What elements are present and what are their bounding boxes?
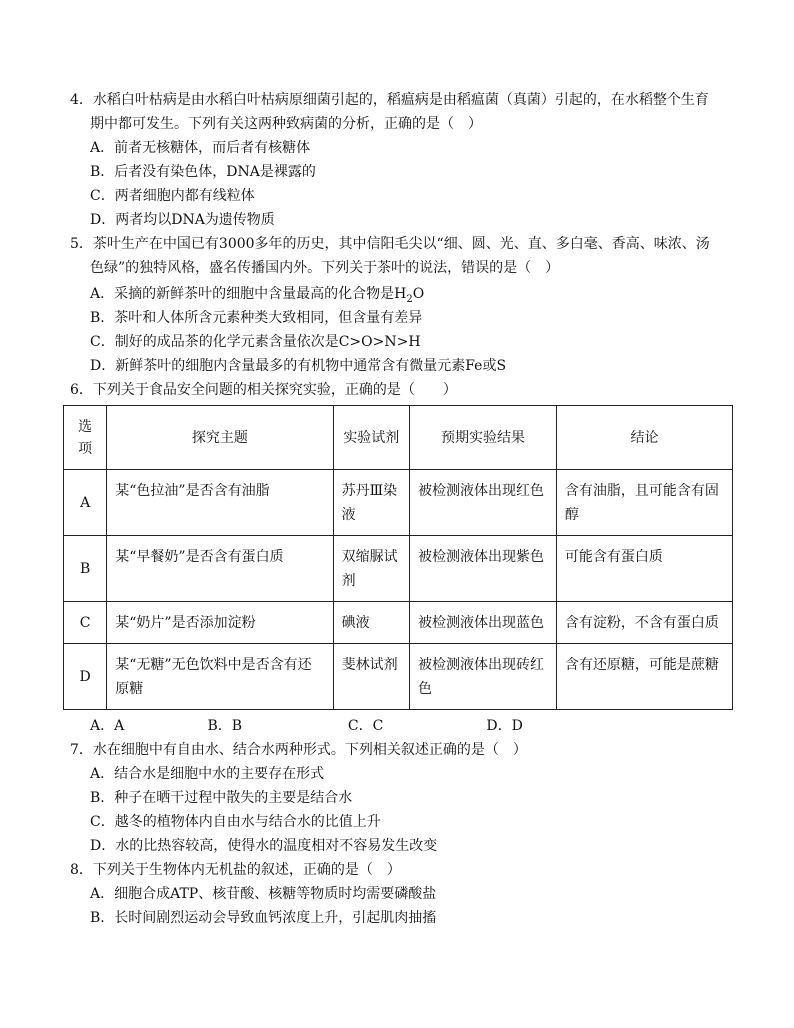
table-row (64, 470, 733, 536)
row-d-option: D (64, 644, 107, 710)
row-c-topic: 某“奶片”是否添加淀粉 (107, 602, 333, 644)
q5-option-a-text: A．采摘的新鲜茶叶的细胞中含量最高的化合物是H (90, 286, 407, 302)
q7-stem: 7．水在细胞中有自由水、结合水两种形式。下列相关叙述正确的是（ ） (70, 742, 527, 758)
table-row (64, 644, 733, 710)
q7-option-b: B．种子在晒干过程中散失的主要是结合水 (90, 790, 353, 806)
q8-option-b: B．长时间剧烈运动会导致血钙浓度上升，引起肌肉抽搐 (90, 910, 437, 926)
q6-choice-d: D．D (486, 718, 523, 734)
row-c-option: C (64, 602, 107, 644)
q7-option-a: A．结合水是细胞中水的主要存在形式 (90, 766, 325, 782)
q6-choice-a: A．A (90, 718, 125, 734)
q8-stem: 8．下列关于生物体内无机盐的叙述，正确的是（ ） (70, 862, 401, 878)
q7-option-c: C．越冬的植物体内自由水与结合水的比值上升 (90, 814, 381, 830)
q6-choice-c: C．C (347, 718, 384, 734)
table-row (64, 602, 733, 644)
q6-stem: 6．下列关于食品安全问题的相关探究实验，正确的是（ ） (70, 382, 457, 398)
q7-option-d: D．水的比热容较高，使得水的温度相对不容易发生改变 (90, 838, 438, 854)
row-b-reagent: 双缩脲试剂 (333, 536, 409, 602)
q4-stem-line1: 4．水稻白叶枯病是由水稻白叶枯病原细菌引起的，稻瘟病是由稻瘟菌（真菌）引起的，在水稻整个生育 (70, 92, 709, 108)
q5-option-a-suffix: O (412, 286, 425, 302)
row-d-topic: 某“无糖”无色饮料中是否含有还原糖 (107, 644, 333, 710)
q6-choice-b: B．B (207, 718, 243, 734)
row-b-topic: 某“早餐奶”是否含有蛋白质 (107, 536, 333, 602)
header-topic: 探究主题 (107, 406, 333, 470)
q5-option-c: C．制好的成品茶的化学元素含量依次是C>O>N>H (90, 334, 421, 350)
row-b-result: 被检测液体出现紫色 (410, 536, 557, 602)
row-a-reagent: 苏丹Ⅲ染液 (333, 470, 409, 536)
row-a-topic: 某“色拉油”是否含有油脂 (107, 470, 333, 536)
q4-option-d: D．两者均以DNA为遗传物质 (90, 212, 275, 228)
row-a-conclusion: 含有油脂，且可能含有固醇 (556, 470, 732, 536)
q6-experiment-table (63, 405, 733, 710)
q5-stem-line2: 色绿”的独特风格，盛名传播国内外。下列关于茶叶的说法，错误的是（ ） (90, 260, 560, 276)
row-c-result: 被检测液体出现蓝色 (410, 602, 557, 644)
header-conclusion: 结论 (556, 406, 732, 470)
row-d-result: 被检测液体出现砖红色 (410, 644, 557, 710)
q8-option-a: A．细胞合成ATP、核苷酸、核糖等物质时均需要磷酸盐 (90, 886, 437, 902)
q4-option-c: C．两者细胞内都有线粒体 (90, 188, 255, 204)
q4-option-a: A．前者无核糖体，而后者有核糖体 (90, 140, 311, 156)
q4-stem-line2: 期中都可发生。下列有关这两种致病菌的分析，正确的是（ ） (90, 116, 482, 132)
row-a-result: 被检测液体出现红色 (410, 470, 557, 536)
row-d-conclusion: 含有还原糖，可能是蔗糖 (556, 644, 732, 710)
row-a-option: A (64, 470, 107, 536)
row-b-conclusion: 可能含有蛋白质 (556, 536, 732, 602)
q4-option-b: B．后者没有染色体，DNA是裸露的 (90, 164, 316, 180)
q5-option-a-subscript: 2 (406, 293, 413, 305)
q5-option-d: D．新鲜茶叶的细胞内含量最多的有机物中通常含有微量元素Fe或S (90, 358, 507, 374)
header-option: 选项 (64, 406, 107, 470)
header-expected-result: 预期实验结果 (410, 406, 557, 470)
row-c-conclusion: 含有淀粉，不含有蛋白质 (556, 602, 732, 644)
row-b-option: B (64, 536, 107, 602)
row-d-reagent: 斐林试剂 (333, 644, 409, 710)
q6-choices (90, 716, 523, 736)
q5-stem-line1: 5．茶叶生产在中国已有3000多年的历史，其中信阳毛尖以“细、圆、光、直、多白毫、香高、味浓、汤 (70, 236, 710, 252)
table-header-row (64, 406, 733, 470)
header-reagent: 实验试剂 (333, 406, 409, 470)
table-row (64, 536, 733, 602)
q5-option-b: B．茶叶和人体所含元素种类大致相同，但含量有差异 (90, 310, 423, 326)
row-c-reagent: 碘液 (333, 602, 409, 644)
